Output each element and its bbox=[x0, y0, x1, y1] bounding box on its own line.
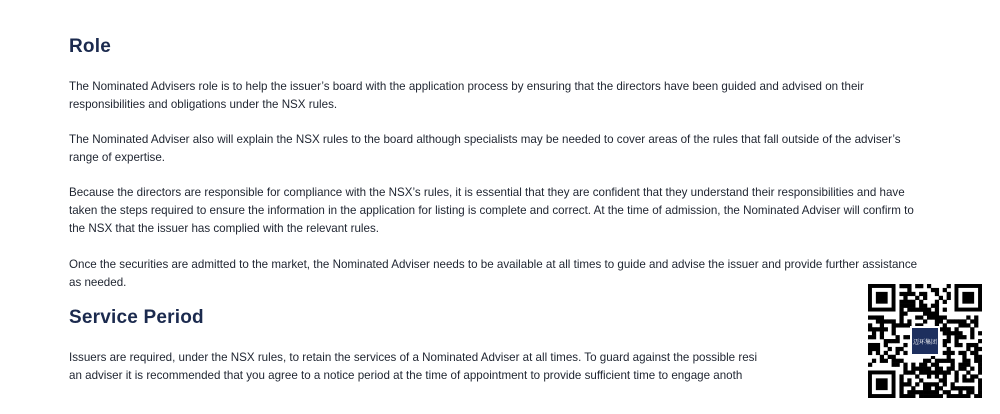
role-paragraph-4: Once the securities are admitted to the market, the Nominated Adviser needs to be available at all times to guide and advise the issuer and provide further assistance as needed. bbox=[69, 258, 918, 289]
role-paragraph-3: Because the directors are responsible for compliance with the NSX’s rules, it is essential that they are confident that they understand their responsibilities and have taken the steps required to ensure the information in the application for listing is complete and correct. At the time of admission, the Nominated Adviser will confirm to the NSX that the issuer has complied with the relevant rules. bbox=[69, 186, 914, 235]
service-period-line-2: an adviser it is recommended that you agree to a notice period at the time of appointment to provide sufficient time to engage anoth bbox=[69, 369, 743, 382]
role-paragraph-1: The Nominated Advisers role is to help the issuer’s board with the application process by ensuring that the directors have been guided and advised on their responsibilities and obligations under the NSX rules. bbox=[69, 80, 864, 111]
qr-center-logo: 迈环集团 bbox=[910, 326, 940, 356]
section-heading-role: Role bbox=[69, 36, 111, 57]
service-period-line-1: Issuers are required, under the NSX rules, to retain the services of a Nominated Adviser at all times. To guard against the possible resi bbox=[69, 351, 758, 364]
service-period-paragraph bbox=[69, 349, 864, 385]
role-paragraph-2: The Nominated Adviser also will explain the NSX rules to the board although specialists may be needed to cover areas of the rules that fall outside of the adviser’s range of expertise. bbox=[69, 133, 901, 164]
qr-code-overlay[interactable] bbox=[868, 284, 982, 398]
section-heading-service-period: Service Period bbox=[69, 307, 204, 328]
